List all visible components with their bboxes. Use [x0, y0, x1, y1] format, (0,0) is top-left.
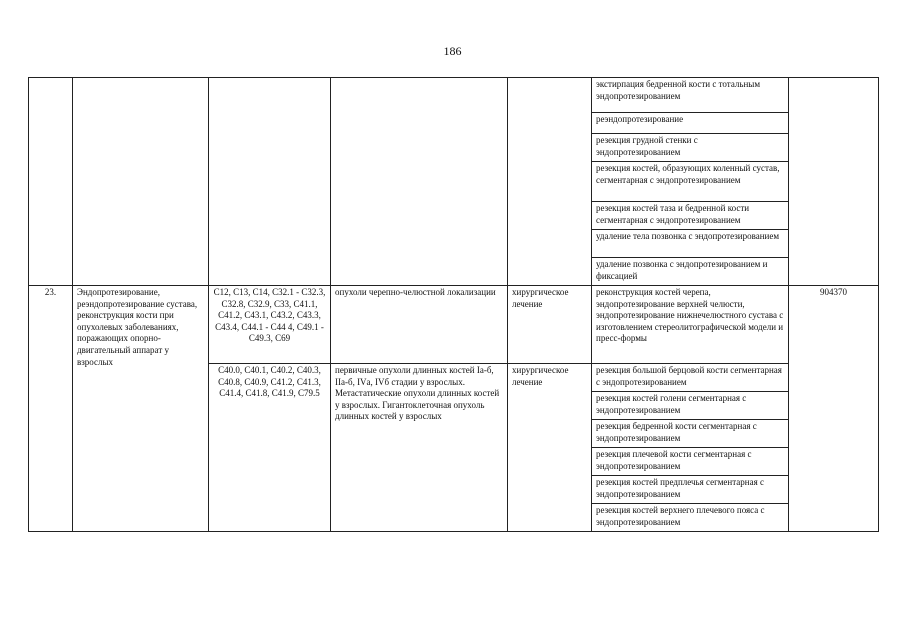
medical-services-table — [28, 77, 879, 532]
procedure-cell: удаление тела позвонка с эндопротезированием — [592, 230, 789, 258]
patient-model: опухоли черепно-челюстной локализации — [331, 286, 508, 364]
procedure-cell: резекция бедренной кости сегментарная с эндопротезированием — [592, 420, 789, 448]
cost-value: 904370 — [789, 286, 879, 532]
procedure-cell: экстирпация бедренной кости с тотальным эндопротезированием — [592, 78, 789, 113]
model-cell-empty — [331, 78, 508, 286]
number-cell-empty — [29, 78, 73, 286]
table-row — [29, 286, 879, 364]
service-name: Эндопротезирование, реэндопротезирование сустава, реконструкция кости при опухолевых заболеваниях, поражающих опорно-двигательный аппарат у взрослых — [73, 286, 209, 532]
icd-codes: C40.0, C40.1, C40.2, C40.3, C40.8, C40.9, C41.2, C41.3, C41.4, C41.8, C41.9, C79.5 — [209, 364, 331, 532]
treatment-cell-empty — [508, 78, 592, 286]
procedure-cell: резекция костей, образующих коленный сустав, сегментарная с эндопротезированием — [592, 162, 789, 202]
procedure-cell: резекция костей голени сегментарная с эндопротезированием — [592, 392, 789, 420]
name-cell-empty — [73, 78, 209, 286]
procedure-cell: резекция плечевой кости сегментарная с эндопротезированием — [592, 448, 789, 476]
patient-model: первичные опухоли длинных костей Iа-б, IIа-б, IVа, IVб стадии у взрослых. Метастатические опухоли длинных костей у взрослых. Гигантоклеточная опухоль длинных костей у взрослых — [331, 364, 508, 532]
cost-cell-empty — [789, 78, 879, 286]
codes-cell-empty — [209, 78, 331, 286]
treatment-type: хирургическое лечение — [508, 364, 592, 532]
continuation-row — [29, 78, 879, 113]
procedure-cell: резекция костей таза и бедренной кости сегментарная с эндопротезированием — [592, 202, 789, 230]
procedure-cell: резекция большой берцовой кости сегментарная с эндопротезированием — [592, 364, 789, 392]
procedure-cell: резекция грудной стенки с эндопротезированием — [592, 134, 789, 162]
procedure-cell: удаление позвонка с эндопротезированием и фиксацией — [592, 258, 789, 286]
procedure-cell: реконструкция костей черепа, эндопротезирование верхней челюсти, эндопротезирование нижнечелюстного сустава с изготовлением стереолитографической модели и пресс-формы — [592, 286, 789, 364]
treatment-type: хирургическое лечение — [508, 286, 592, 364]
icd-codes: C12, C13, C14, C32.1 - C32.3, C32.8, C32.9, C33, C41.1, C41.2, C43.1, C43.2, C43.3, C43.4, C44.1 - C44 4, C49.1 - C49.3, C69 — [209, 286, 331, 364]
row-number: 23. — [29, 286, 73, 532]
procedure-cell: резекция костей верхнего плечевого пояса с эндопротезированием — [592, 504, 789, 532]
procedure-cell: резекция костей предплечья сегментарная с эндопротезированием — [592, 476, 789, 504]
procedure-cell: реэндопротезирование — [592, 113, 789, 134]
page-number: 186 — [443, 44, 462, 58]
